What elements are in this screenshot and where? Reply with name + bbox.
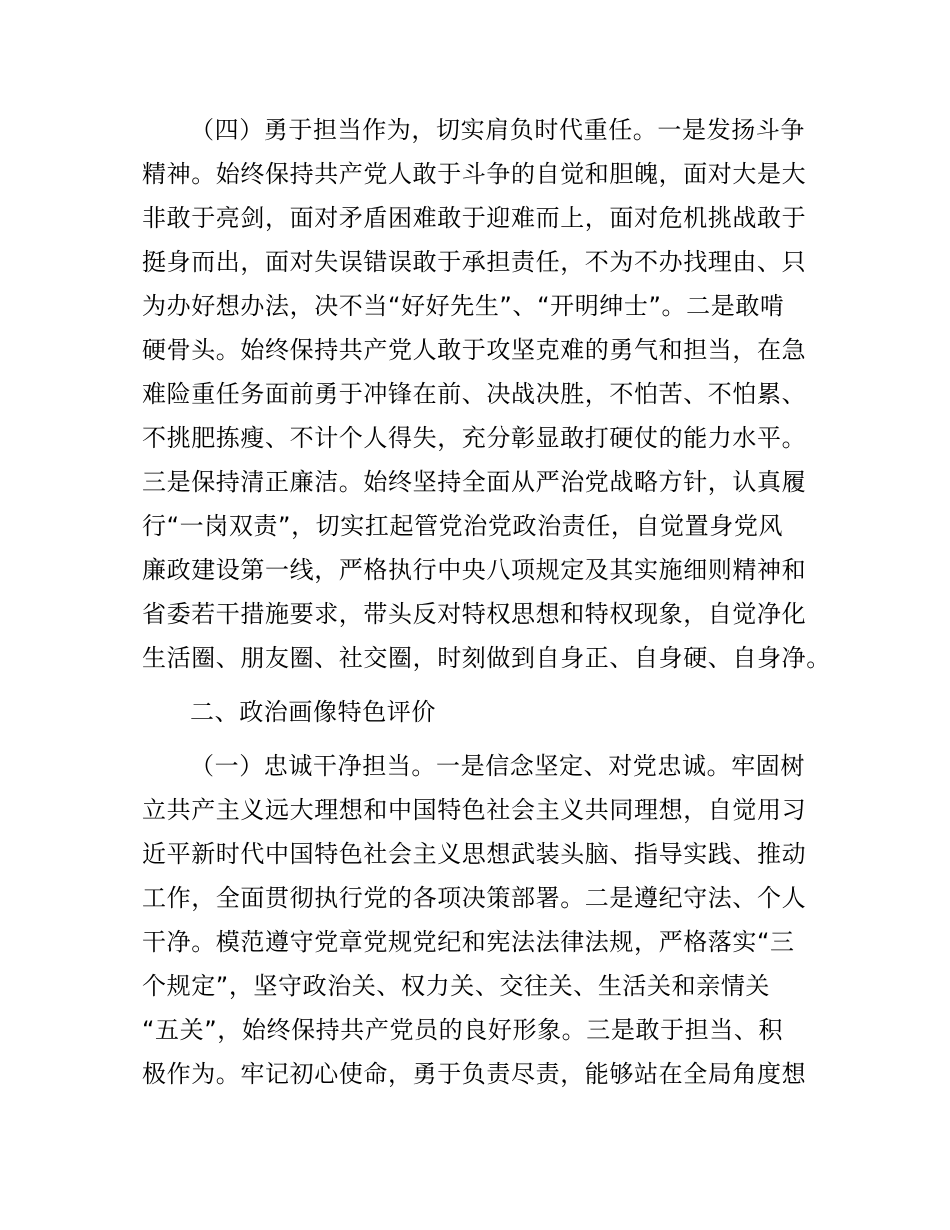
text-line: 个规定”，坚守政治关、权力关、交往关、生活关和亲情关	[142, 972, 771, 1000]
text-line: 非敢于亮剑，面对矛盾困难敢于迎难而上，面对危机挑战敢于	[142, 204, 807, 232]
text-line: 工作，全面贯彻执行党的各项决策部署。二是遵纪守法、个人	[142, 884, 807, 912]
text-line: “五关”，始终保持共产党员的良好形象。三是敢于担当、积	[142, 1016, 784, 1044]
text-line: 不挑肥拣瘦、不计个人得失，充分彰显敢打硬仗的能力水平。	[142, 424, 807, 452]
text-line: 干净。模范遵守党章党规党纪和宪法法律法规，严格落实“三	[142, 928, 795, 956]
section-heading: 二、政治画像特色评价	[190, 698, 436, 726]
text-line: 极作为。牢记初心使命，勇于负责尽责，能够站在全局角度想	[142, 1060, 807, 1088]
text-line: （一）忠诚干净担当。一是信念坚定、对党忠诚。牢固树	[190, 752, 805, 780]
text-line: 难险重任务面前勇于冲锋在前、决战决胜，不怕苦、不怕累、	[142, 380, 807, 408]
text-line: 行“一岗双责”，切实扛起管党治党政治责任，自觉置身党风	[142, 512, 784, 540]
text-line: 精神。始终保持共产党人敢于斗争的自觉和胆魄，面对大是大	[142, 160, 807, 188]
text-line: 挺身而出，面对失误错误敢于承担责任，不为不办找理由、只	[142, 248, 807, 276]
text-line: 立共产主义远大理想和中国特色社会主义共同理想，自觉用习	[142, 796, 807, 824]
text-line: （四）勇于担当作为，切实肩负时代重任。一是发扬斗争	[190, 116, 805, 144]
text-line: 近平新时代中国特色社会主义思想武装头脑、指导实践、推动	[142, 840, 807, 868]
text-line: 三是保持清正廉洁。始终坚持全面从严治党战略方针，认真履	[142, 468, 807, 496]
text-line: 省委若干措施要求，带头反对特权思想和特权现象，自觉净化	[142, 600, 807, 628]
text-line: 硬骨头。始终保持共产党人敢于攻坚克难的勇气和担当，在急	[142, 336, 807, 364]
text-line: 为办好想办法，决不当“好好先生”、“开明绅士”。二是敢啃	[142, 292, 785, 320]
text-line: 生活圈、朋友圈、社交圈，时刻做到自身正、自身硬、自身净。	[142, 644, 831, 672]
text-line: 廉政建设第一线，严格执行中央八项规定及其实施细则精神和	[142, 556, 807, 584]
